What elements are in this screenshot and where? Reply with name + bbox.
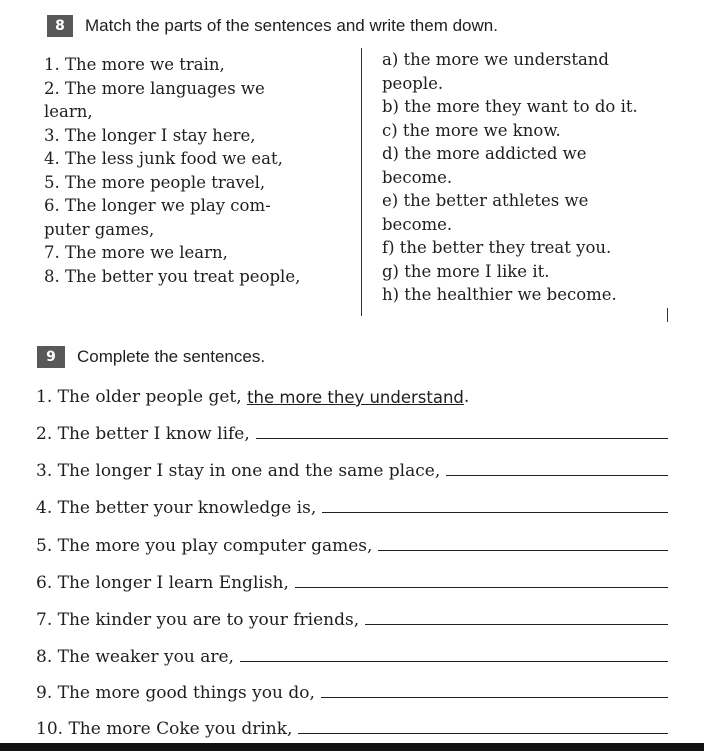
right-line: b) the more they want to do it.	[382, 97, 638, 116]
sentence-row	[36, 530, 668, 556]
left-line: learn,	[44, 102, 93, 121]
exercise-8-instruction: Match the parts of the sentences and write them down.	[85, 16, 498, 35]
right-line: g) the more I like it.	[382, 261, 550, 281]
example-prompt: 1. The older people get,	[36, 387, 248, 407]
left-line: 8. The better you treat people,	[44, 266, 301, 286]
right-line: c) the more we know.	[382, 120, 561, 140]
page-bottom-border	[0, 743, 704, 751]
sentence-prompt: 7. The kinder you are to your friends,	[36, 610, 360, 630]
exercise-9-instruction: Complete the sentences.	[77, 347, 266, 366]
exercise-8-right-column	[382, 48, 638, 307]
answer-blank[interactable]	[365, 624, 668, 625]
left-line: puter games,	[44, 219, 155, 239]
right-line: h) the healthier we become.	[382, 285, 617, 304]
left-line: 4. The less junk food we eat,	[44, 149, 283, 168]
sentence-row	[36, 604, 668, 630]
column-divider	[361, 48, 362, 316]
right-line: a) the more we understand	[382, 50, 609, 69]
answer-blank[interactable]	[322, 512, 668, 513]
sentence-prompt: 2. The better I know life,	[36, 424, 250, 444]
answer-blank[interactable]	[298, 733, 668, 734]
answer-blank[interactable]	[321, 697, 668, 698]
sentence-row	[36, 677, 668, 703]
answer-blank[interactable]	[446, 475, 668, 476]
right-line: people.	[382, 73, 444, 93]
exercise-9-header	[37, 346, 265, 368]
answer-blank[interactable]	[378, 550, 668, 551]
sentence-row	[36, 418, 668, 444]
exercise-8-header	[47, 15, 498, 37]
right-line: d) the more addicted we	[382, 144, 587, 163]
sentence-prompt: 10. The more Coke you drink,	[36, 719, 293, 739]
sentence-prompt: 8. The weaker you are,	[36, 647, 234, 667]
right-line: e) the better athletes we	[382, 191, 589, 210]
example-period: .	[463, 387, 470, 407]
left-line: 5. The more people travel,	[44, 172, 266, 192]
sentence-row	[36, 713, 668, 739]
sentence-prompt: 3. The longer I stay in one and the same place,	[36, 461, 441, 481]
left-line: 3. The longer I stay here,	[44, 125, 256, 145]
answer-blank[interactable]	[240, 661, 668, 662]
example-answer: the more they understand	[247, 388, 464, 407]
sentence-prompt: 6. The longer I learn English,	[36, 573, 289, 593]
sentence-row	[36, 492, 668, 518]
left-line: 7. The more we learn,	[44, 243, 228, 262]
sentence-row	[36, 567, 668, 593]
sentence-row	[36, 641, 668, 667]
left-line: 2. The more languages we	[44, 78, 265, 98]
left-line: 1. The more we train,	[44, 55, 225, 74]
right-line: become.	[382, 167, 453, 187]
exercise-8-number: 8	[47, 15, 73, 37]
exercise-9-number: 9	[37, 346, 65, 368]
sentence-prompt: 4. The better your knowledge is,	[36, 498, 317, 518]
answer-blank[interactable]	[256, 438, 668, 439]
right-line: become.	[382, 214, 453, 234]
left-line: 6. The longer we play com-	[44, 196, 271, 215]
right-line: f) the better they treat you.	[382, 238, 612, 257]
sentence-row	[36, 455, 668, 481]
answer-blank[interactable]	[295, 587, 668, 588]
exercise-8-left-column	[44, 53, 300, 288]
sentence-prompt: 5. The more you play computer games,	[36, 536, 373, 556]
stray-mark	[667, 308, 668, 322]
sentence-prompt: 9. The more good things you do,	[36, 683, 315, 703]
example-sentence	[36, 381, 668, 407]
